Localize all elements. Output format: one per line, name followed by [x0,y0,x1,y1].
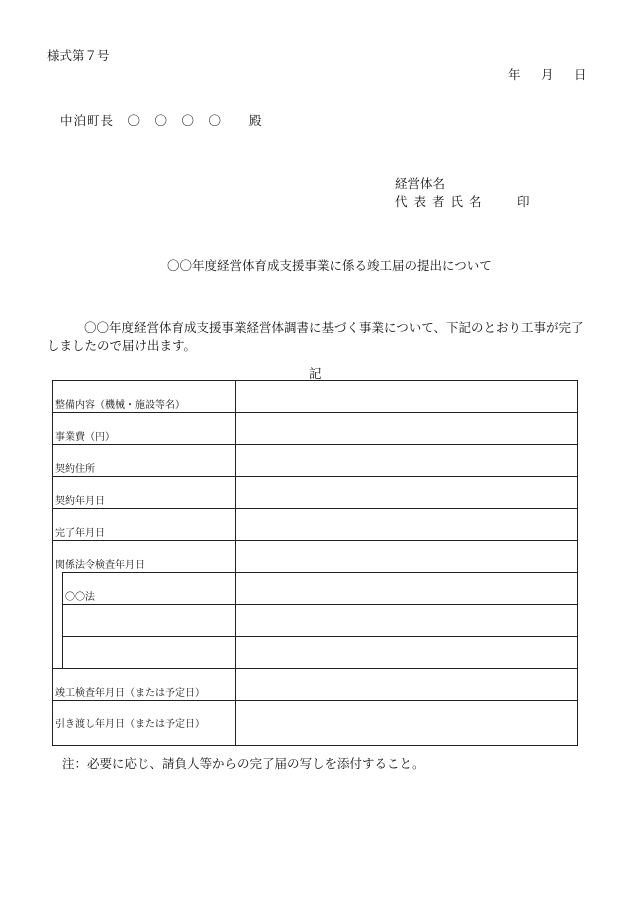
sub-label-cell [63,605,236,637]
value-cell[interactable] [236,413,578,445]
value-cell[interactable] [236,637,578,669]
table-row [53,605,578,637]
table-row [53,541,578,573]
value-cell[interactable] [236,509,578,541]
label-cell: 関係法令検査年月日 [53,541,236,573]
table-row [53,701,578,746]
label-cell: 契約年月日 [53,477,236,509]
sub-label-cell: 〇〇法 [63,573,236,605]
table-row [53,413,578,445]
value-cell[interactable] [236,669,578,701]
label-cell: 引き渡し年月日（または予定日） [53,701,236,746]
seal-mark: 印 [517,194,530,209]
value-cell[interactable] [236,477,578,509]
date-line: 年 月 日 [508,67,591,82]
table-row [53,509,578,541]
value-cell[interactable] [236,381,578,413]
table-row [53,477,578,509]
value-cell[interactable] [236,541,578,573]
sub-label-cell [63,637,236,669]
label-cell: 事業費（円） [53,413,236,445]
body-text-line-2: しましたので届け出ます。 [47,338,197,353]
label-cell: 契約住所 [53,445,236,477]
table-row [53,669,578,701]
value-cell[interactable] [236,573,578,605]
footnote: 注：必要に応じ、請負人等からの完了届の写しを添付すること。 [62,756,425,771]
representative-label: 代表者氏名 [395,194,488,209]
document-title: 〇〇年度経営体育成支援事業に係る竣工届の提出について [167,258,492,273]
addressee: 中泊町長 〇 〇 〇 〇 殿 [60,113,263,128]
org-name-label: 経営体名 [395,176,446,191]
table-row [53,381,578,413]
table-row [53,573,578,605]
label-cell: 整備内容（機械・施設等名） [53,381,236,413]
indent-bar [53,573,63,669]
label-cell: 完了年月日 [53,509,236,541]
form-number: 様式第７号 [47,48,110,63]
label-cell: 竣工検査年月日（または予定日） [53,669,236,701]
value-cell[interactable] [236,701,578,746]
value-cell[interactable] [236,605,578,637]
body-text-line-1: 〇〇年度経営体育成支援事業経営体調書に基づく事業について、下記のとおり工事が完了 [84,320,584,335]
completion-details-table [52,380,578,746]
ki-heading: 記 [309,366,322,381]
value-cell[interactable] [236,445,578,477]
table-row [53,445,578,477]
table-row [53,637,578,669]
